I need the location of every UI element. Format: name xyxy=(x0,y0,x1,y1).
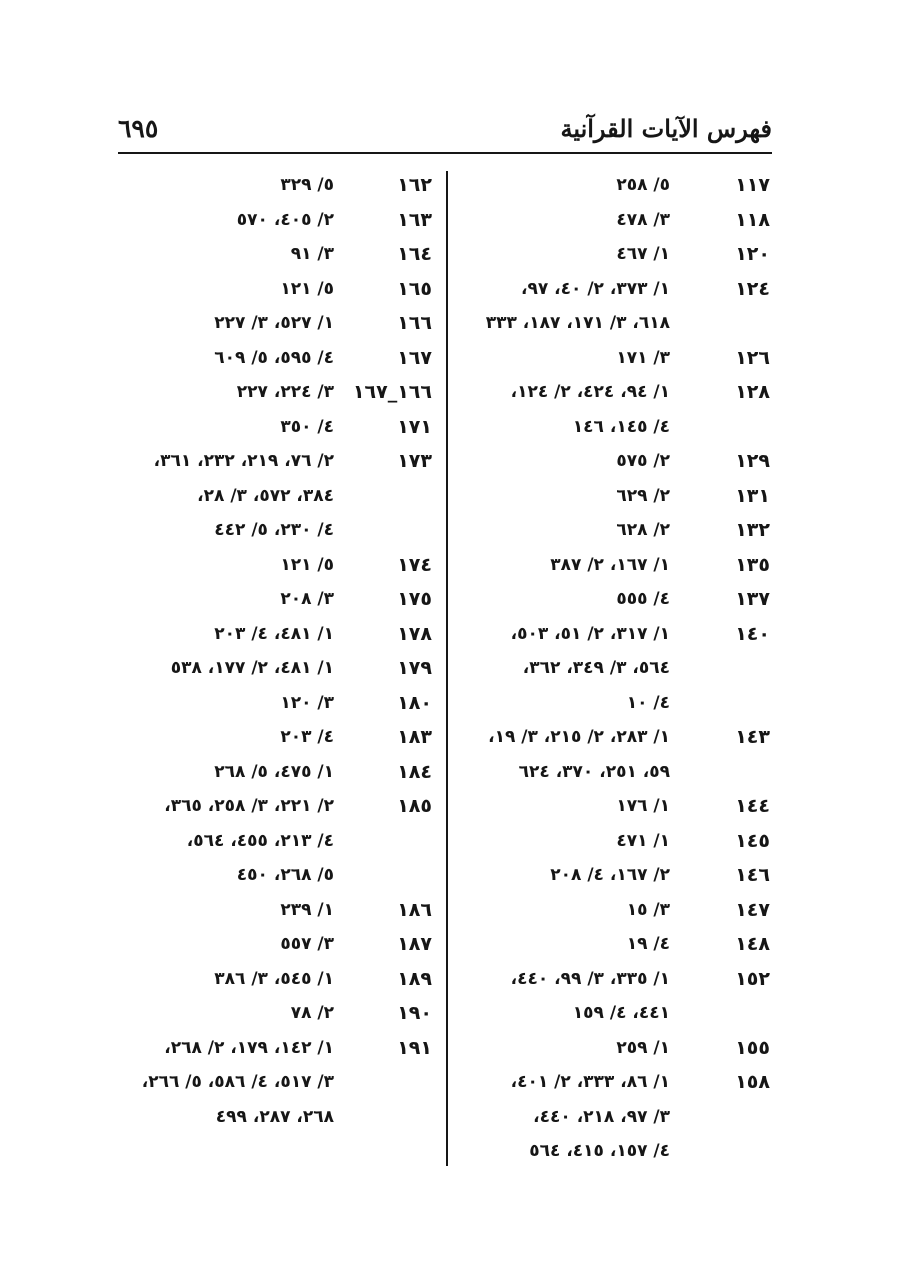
verse-number: ١٧٨ xyxy=(397,622,432,645)
reference-list xyxy=(118,410,334,445)
index-entry xyxy=(458,375,770,444)
reference-list xyxy=(118,375,334,410)
reference-line: ٥/ ٢٦٨، ٤٥٠ xyxy=(236,865,334,885)
reference-line: ١/ ٤٨١، ٢/ ١٧٧، ٥٣٨ xyxy=(170,658,334,678)
verse-number: ١٤٥ xyxy=(735,829,770,852)
reference-list xyxy=(118,789,334,893)
verse-number: ١٣٧ xyxy=(735,588,770,610)
index-column-right xyxy=(458,168,770,1169)
reference-line: ٤٤١، ٤/ ١٥٩ xyxy=(572,1003,670,1023)
verse-number: ١٤٧ xyxy=(735,898,770,921)
reference-list xyxy=(458,341,670,376)
verse-number: ١٧٩ xyxy=(397,657,432,679)
verse-number: ١٢٩ xyxy=(735,450,770,472)
reference-line: ٥٦٤، ٣/ ٣٤٩، ٣٦٢، xyxy=(522,658,670,678)
index-entry xyxy=(118,203,432,238)
reference-list xyxy=(458,617,670,721)
reference-line: ٢/ ٤٠٥، ٥٧٠ xyxy=(236,209,334,230)
verse-number: ١٨٧ xyxy=(397,933,432,955)
index-entry xyxy=(118,893,432,928)
reference-line: ٤/ ١٥٧، ٤١٥، ٥٦٤ xyxy=(529,1141,670,1161)
index-column-left xyxy=(118,168,432,1134)
verse-number: ١٢٤ xyxy=(735,277,770,300)
reference-list xyxy=(458,927,670,962)
reference-list xyxy=(458,548,670,583)
verse-number: ١٥٨ xyxy=(735,1071,770,1093)
reference-line: ٤/ ٢٣٠، ٥/ ٤٤٢ xyxy=(214,520,334,540)
index-entry xyxy=(458,617,770,721)
reference-line: ١/ ٩٤، ٤٢٤، ٢/ ١٢٤، xyxy=(510,382,670,402)
verse-number: ١٣١ xyxy=(735,484,770,507)
reference-list xyxy=(458,513,670,548)
reference-line: ٣/ ٩٧، ٢١٨، ٤٤٠، xyxy=(533,1106,670,1127)
index-entry xyxy=(118,306,432,341)
reference-line: ١/ ١٤٢، ١٧٩، ٢/ ٢٦٨، xyxy=(164,1037,334,1058)
index-entry xyxy=(458,272,770,341)
reference-list xyxy=(118,927,334,962)
reference-line: ٤/ ٥٥٥ xyxy=(616,589,670,609)
verse-number: ١٨٥ xyxy=(397,795,432,817)
verse-number: ١٢٦ xyxy=(735,346,770,369)
reference-list xyxy=(458,168,670,203)
reference-line: ١/ ٤٧٥، ٥/ ٢٦٨ xyxy=(214,761,334,782)
reference-list xyxy=(118,617,334,652)
reference-line: ٢٦٨، ٢٨٧، ٤٩٩ xyxy=(215,1106,334,1127)
reference-list xyxy=(458,203,670,238)
index-entry xyxy=(118,927,432,962)
reference-line: ٢/ ١٦٧، ٤/ ٢٠٨ xyxy=(550,865,670,885)
index-entry xyxy=(118,1031,432,1135)
reference-line: ٢/ ٧٦، ٢١٩، ٢٣٢، ٣٦١، xyxy=(153,451,334,471)
index-entry xyxy=(118,548,432,583)
verse-number: ١٨٣ xyxy=(397,726,432,748)
reference-line: ١/ ١٦٧، ٢/ ٣٨٧ xyxy=(550,554,670,575)
reference-line: ١/ ٨٦، ٣٣٣، ٢/ ٤٠١، xyxy=(510,1072,670,1092)
reference-line: ٦١٨، ٣/ ١٧١، ١٨٧، ٣٣٣ xyxy=(485,313,670,333)
index-entry xyxy=(118,962,432,997)
verse-number: ١٢٠ xyxy=(735,243,770,265)
verse-number: ١٤٤ xyxy=(735,795,770,817)
verse-number: ١٤٠ xyxy=(735,622,770,645)
verse-number: ١٨٦ xyxy=(397,898,432,921)
reference-list xyxy=(118,272,334,307)
index-entry xyxy=(118,617,432,652)
reference-line: ١/ ٣٣٥، ٣/ ٩٩، ٤٤٠، xyxy=(510,968,670,989)
index-entry xyxy=(458,858,770,893)
reference-list xyxy=(118,651,334,686)
reference-list xyxy=(458,893,670,928)
reference-line: ١/ ٣١٧، ٢/ ٥١، ٥٠٣، xyxy=(510,623,670,644)
reference-list xyxy=(118,1031,334,1135)
reference-line: ١/ ٤٨١، ٤/ ٢٠٣ xyxy=(214,623,334,644)
reference-line: ٢/ ٥٧٥ xyxy=(616,451,670,471)
verse-number: ١٩٠ xyxy=(397,1002,432,1024)
index-entry xyxy=(118,341,432,376)
verse-number: ١٤٦ xyxy=(735,864,770,886)
reference-line: ١/ ٥٢٧، ٣/ ٢٢٧ xyxy=(214,313,334,333)
reference-list xyxy=(458,272,670,341)
index-entry xyxy=(118,996,432,1031)
reference-list xyxy=(458,582,670,617)
reference-list xyxy=(118,444,334,548)
verse-number: ١١٨ xyxy=(735,208,770,231)
index-entry xyxy=(118,375,432,410)
index-entry xyxy=(458,893,770,928)
reference-line: ٣/ ٢٠٨ xyxy=(280,589,334,609)
verse-number: ١٦٣ xyxy=(397,208,432,231)
verse-number: ١٧٣ xyxy=(397,450,432,472)
page-header xyxy=(118,108,772,154)
index-entry xyxy=(458,582,770,617)
index-entry xyxy=(118,272,432,307)
index-entry xyxy=(458,168,770,203)
index-entry xyxy=(118,444,432,548)
verse-number: ١٦٦_١٦٧ xyxy=(352,381,432,403)
reference-list xyxy=(458,789,670,824)
verse-number: ١٧٥ xyxy=(397,588,432,610)
verse-number: ١٥٢ xyxy=(735,967,770,990)
reference-list xyxy=(458,858,670,893)
reference-line: ٢/ ٧٨ xyxy=(290,1003,334,1023)
reference-list xyxy=(118,341,334,376)
verse-number: ١٣٢ xyxy=(735,519,770,541)
reference-line: ١/ ٢٨٣، ٢/ ٢١٥، ٣/ ١٩، xyxy=(488,727,670,747)
index-entry xyxy=(118,720,432,755)
reference-line: ١/ ٢٥٩ xyxy=(616,1037,670,1058)
verse-number: ١٦٦ xyxy=(397,312,432,334)
verse-number: ١١٧ xyxy=(735,174,770,196)
reference-line: ٣٨٤، ٥٧٢، ٣/ ٢٨، xyxy=(197,485,334,506)
reference-line: ١/ ٣٧٣، ٢/ ٤٠، ٩٧، xyxy=(521,278,670,299)
index-entry xyxy=(118,410,432,445)
reference-line: ٣/ ٤٧٨ xyxy=(616,209,670,230)
verse-number: ١٤٨ xyxy=(735,933,770,955)
reference-line: ١/ ٤٧١ xyxy=(616,830,670,851)
index-entry xyxy=(118,237,432,272)
index-entry xyxy=(458,927,770,962)
reference-list xyxy=(118,996,334,1031)
reference-list xyxy=(458,1031,670,1066)
reference-line: ٣/ ١٧١ xyxy=(616,347,670,368)
verse-number: ١٦٤ xyxy=(397,243,432,265)
index-entry xyxy=(118,755,432,790)
verse-number: ١٩١ xyxy=(397,1036,432,1059)
reference-line: ٣/ ٥١٧، ٤/ ٥٨٦، ٥/ ٢٦٦، xyxy=(141,1072,334,1092)
verse-number: ١٢٨ xyxy=(735,381,770,403)
verse-number: ١٦٢ xyxy=(397,174,432,196)
index-entry xyxy=(458,513,770,548)
index-entry xyxy=(458,237,770,272)
reference-list xyxy=(458,375,670,444)
reference-list xyxy=(458,962,670,1031)
reference-line: ٥/ ١٢١ xyxy=(280,278,334,299)
reference-line: ٤/ ١٤٥، ١٤٦ xyxy=(572,416,670,437)
index-entry xyxy=(118,651,432,686)
index-entry xyxy=(118,686,432,721)
index-entry xyxy=(458,479,770,514)
reference-list xyxy=(118,962,334,997)
reference-list xyxy=(118,168,334,203)
reference-line: ٣/ ١٥ xyxy=(626,899,670,920)
reference-list xyxy=(458,720,670,789)
reference-line: ٤/ ١٩ xyxy=(626,934,670,954)
reference-list xyxy=(118,306,334,341)
index-entry xyxy=(118,789,432,893)
reference-line: ٣/ ٢٢٤، ٢٢٧ xyxy=(236,382,334,402)
reference-list xyxy=(458,444,670,479)
reference-line: ٥/ ٣٢٩ xyxy=(280,175,334,195)
reference-line: ٣/ ١٢٠ xyxy=(280,692,334,713)
reference-line: ٥/ ١٢١ xyxy=(280,554,334,575)
verse-number: ١٧٤ xyxy=(397,553,432,576)
reference-line: ١/ ٤٦٧ xyxy=(616,244,670,264)
page-number: ٦٩٥ xyxy=(118,114,159,143)
reference-line: ٤/ ٢١٣، ٤٥٥، ٥٦٤، xyxy=(186,830,334,851)
reference-line: ٤/ ٥٩٥، ٥/ ٦٠٩ xyxy=(214,347,334,368)
reference-line: ٢/ ٢٢١، ٣/ ٢٥٨، ٣٦٥، xyxy=(164,796,334,816)
reference-list xyxy=(458,237,670,272)
index-entry xyxy=(458,1031,770,1066)
column-divider xyxy=(446,171,448,1166)
verse-number: ١٨٠ xyxy=(397,691,432,714)
index-entry xyxy=(458,548,770,583)
verse-number: ١٥٥ xyxy=(735,1036,770,1059)
reference-line: ١/ ٥٤٥، ٣/ ٣٨٦ xyxy=(214,968,334,989)
verse-number: ١٨٤ xyxy=(397,760,432,783)
verse-number: ١٣٥ xyxy=(735,553,770,576)
reference-list xyxy=(118,582,334,617)
reference-list xyxy=(118,237,334,272)
verse-number: ١٨٩ xyxy=(397,967,432,990)
reference-list xyxy=(118,720,334,755)
reference-list xyxy=(458,479,670,514)
reference-list xyxy=(458,1065,670,1169)
reference-line: ٤/ ١٠ xyxy=(626,692,670,713)
reference-line: ١/ ١٧٦ xyxy=(616,796,670,816)
reference-list xyxy=(118,203,334,238)
reference-list xyxy=(458,824,670,859)
verse-number: ١٦٧ xyxy=(397,346,432,369)
reference-line: ٢/ ٦٢٨ xyxy=(616,520,670,540)
index-entry xyxy=(458,1065,770,1169)
reference-line: ٥٩، ٢٥١، ٣٧٠، ٦٢٤ xyxy=(518,761,670,782)
reference-line: ٣/ ٥٥٧ xyxy=(280,934,334,954)
index-entry xyxy=(458,720,770,789)
verse-number: ١٤٣ xyxy=(735,726,770,748)
reference-line: ٥/ ٢٥٨ xyxy=(616,175,670,195)
reference-line: ٤/ ٣٥٠ xyxy=(280,416,334,437)
reference-line: ٢/ ٦٢٩ xyxy=(616,485,670,506)
index-entry xyxy=(118,582,432,617)
reference-list xyxy=(118,755,334,790)
index-entry xyxy=(458,824,770,859)
reference-list xyxy=(118,686,334,721)
reference-line: ١/ ٢٣٩ xyxy=(280,899,334,920)
reference-list xyxy=(118,893,334,928)
verse-number: ١٧١ xyxy=(397,415,432,438)
index-entry xyxy=(458,341,770,376)
index-entry xyxy=(458,962,770,1031)
reference-list xyxy=(118,548,334,583)
index-entry xyxy=(458,203,770,238)
reference-line: ٤/ ٢٠٣ xyxy=(280,727,334,747)
index-entry xyxy=(458,789,770,824)
running-title: فهرس الآيات القرآنية xyxy=(560,114,772,143)
reference-line: ٣/ ٩١ xyxy=(290,244,334,264)
verse-number: ١٦٥ xyxy=(397,277,432,300)
index-entry xyxy=(458,444,770,479)
index-entry xyxy=(118,168,432,203)
